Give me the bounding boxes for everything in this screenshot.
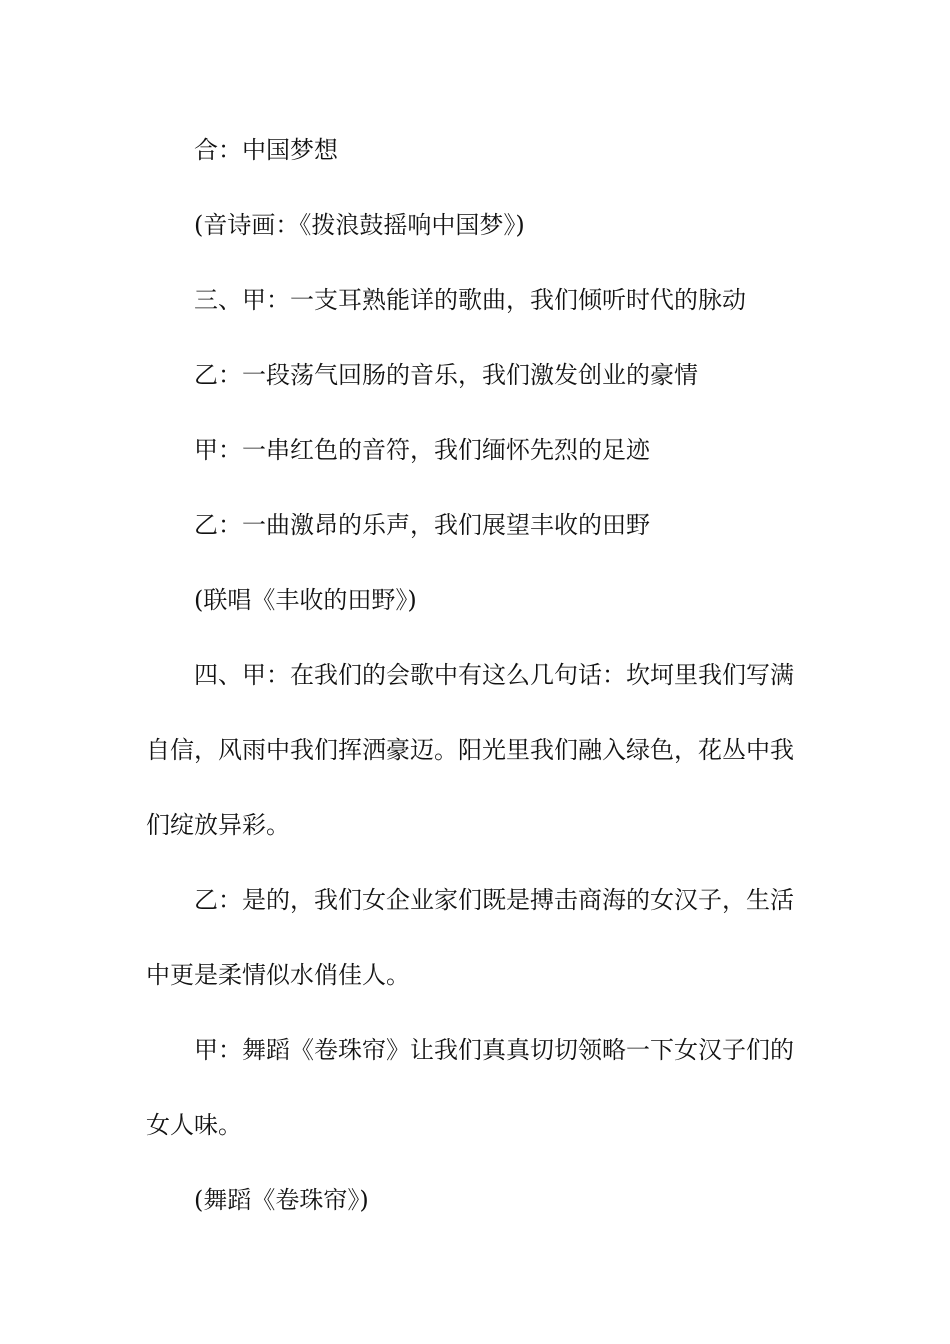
paragraph-1: [146, 113, 806, 188]
paragraph-11-text: (舞蹈《卷珠帘》): [194, 1186, 369, 1214]
paragraph-2-text: (音诗画：《拨浪鼓摇响中国梦》): [194, 211, 525, 239]
paragraph-5: [146, 413, 806, 488]
paragraph-11: [146, 1163, 806, 1238]
paragraph-9-text: 乙：是的，我们女企业家们既是搏击商海的女汉子，生活中更是柔情似水俏佳人。: [146, 886, 794, 989]
paragraph-10-text: 甲：舞蹈《卷珠帘》让我们真真切切领略一下女汉子们的女人味。: [146, 1036, 794, 1139]
paragraph-3: [146, 263, 806, 338]
paragraph-10: [146, 1013, 806, 1163]
paragraph-6-text: 乙：一曲激昂的乐声，我们展望丰收的田野: [194, 511, 650, 539]
paragraph-4: [146, 338, 806, 413]
paragraph-7: [146, 563, 806, 638]
paragraph-9: [146, 863, 806, 1013]
paragraph-1-text: 合：中国梦想: [194, 136, 338, 164]
paragraph-3-text: 三、甲：一支耳熟能详的歌曲，我们倾听时代的脉动: [194, 286, 746, 314]
paragraph-7-text: (联唱《丰收的田野》): [194, 586, 417, 614]
paragraph-5-text: 甲：一串红色的音符，我们缅怀先烈的足迹: [194, 436, 650, 464]
paragraph-8-text: 四、甲：在我们的会歌中有这么几句话：坎坷里我们写满自信，风雨中我们挥洒豪迈。阳光里我们融入绿色，花丛中我们绽放异彩。: [146, 661, 794, 839]
paragraph-4-text: 乙：一段荡气回肠的音乐，我们激发创业的豪情: [194, 361, 698, 389]
paragraph-2: [146, 188, 806, 263]
paragraph-6: [146, 488, 806, 563]
paragraph-8: [146, 638, 806, 863]
